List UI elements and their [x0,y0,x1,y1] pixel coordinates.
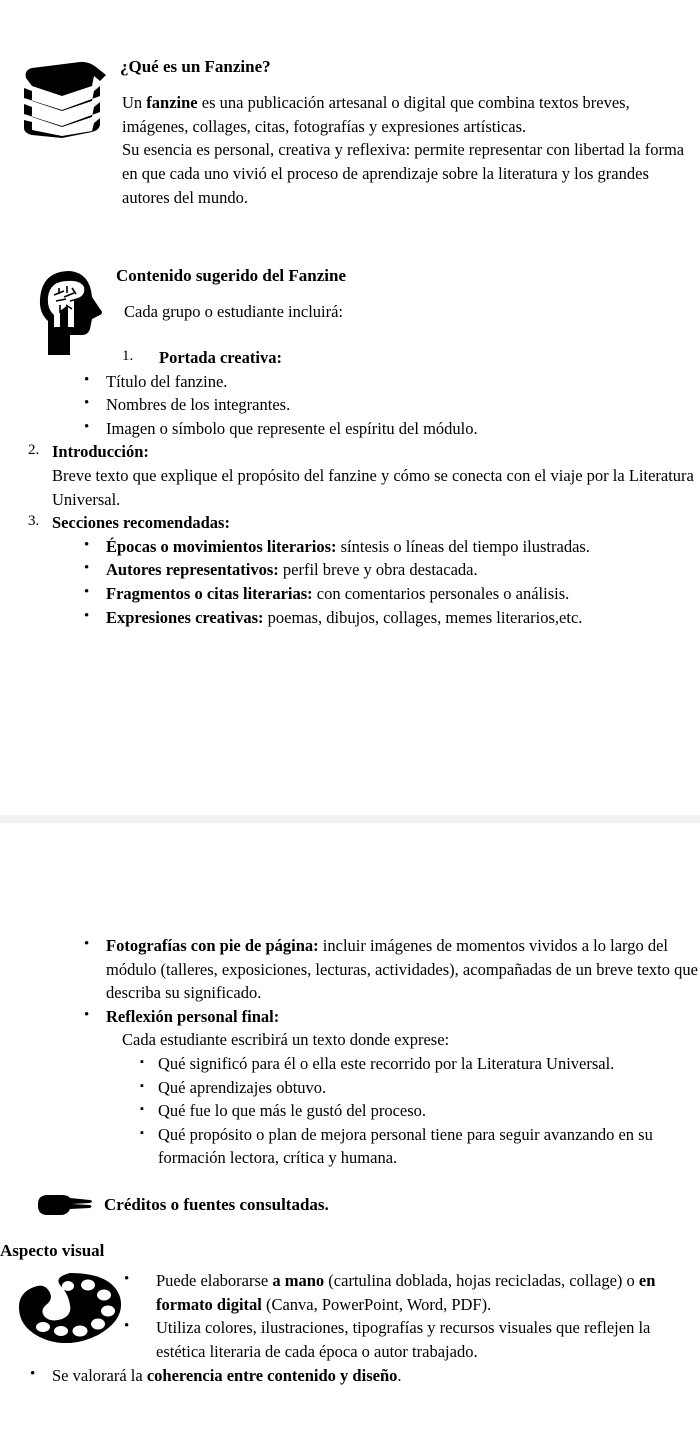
list-item-text: poemas, dibujos, collages, memes literarios,etc. [263,607,583,627]
pointing-hand-icon [36,1192,94,1218]
list-item-introduccion [0,440,700,511]
bullet-marker: • [84,584,90,600]
text-fragment: Su esencia es personal, creativa y reflexiva: permite representar con libertad la forma en que cada uno vivió el proceso de aprendizaje sobre la literatura y los grandes autores del mundo. [122,140,685,207]
list-item-text: Qué fue lo que más le gustó del proceso. [158,1101,427,1121]
list-item [0,370,700,394]
creditos-label: Créditos o fuentes consultadas. [104,1194,329,1214]
list-number: 1. [122,348,134,365]
brain-head-icon [34,269,106,357]
list-item [0,606,700,630]
section-que-es-un-fanzine [0,56,700,209]
square-bullet-marker: ▪ [140,1079,144,1092]
paragraph-reflexion-intro: Cada estudiante escribirá un texto donde exprese: [122,1030,450,1050]
page-title-que-es-un-fanzine: ¿Qué es un Fanzine? [120,57,271,76]
list-item-text: Qué significó para él o ella este recorrido por la Literatura Universal. [158,1053,615,1073]
paragraph-fanzine-essence-start [122,138,700,209]
page2-top-spacer [0,824,700,934]
list-item-label: Épocas o movimientos literarios: [106,536,337,556]
bullet-marker: • [30,1365,36,1382]
bullet-marker: • [84,560,90,577]
list-item [0,1269,700,1316]
text-fragment: . [397,1365,402,1385]
bullet-list-aspecto [0,1269,700,1363]
bullet-marker: • [84,536,90,553]
list-item [0,417,700,441]
list-item [0,558,700,582]
list-item-text: perfil breve y obra destacada. [278,560,478,580]
paragraph-contenido-intro: Cada grupo o estudiante incluirá: [124,302,344,322]
list-item [0,1076,700,1100]
list-item-label: Fotografías con pie de página: [106,936,319,955]
list-item-title: Introducción: [52,442,149,462]
list-item-secciones-recomendadas [0,511,700,535]
paragraph-fanzine-definition [122,91,700,138]
square-list-reflexion [0,1052,700,1170]
page-title-contenido-sugerido: Contenido sugerido del Fanzine [116,266,346,286]
bullet-marker: • [84,936,90,952]
heading-gap-3 [0,1261,700,1269]
square-bullet-marker: ▪ [140,1103,144,1116]
text-fragment: (cartulina doblada, hojas recicladas, collage) o [324,1271,639,1291]
gap-after-creditos [0,1218,700,1240]
list-number: 2. [28,442,40,459]
bullet-marker: • [124,1318,130,1335]
square-bullet-marker: ▪ [140,1055,144,1068]
text-fragment: Se valorará la [52,1365,147,1385]
text-emphasis-a-mano: a mano [272,1271,325,1291]
list-item [0,393,700,417]
list-item-text: síntesis o líneas del tiempo ilustradas. [336,536,590,556]
list-item [0,1052,700,1076]
list-item [0,1099,700,1123]
list-item-label: Expresiones creativas: [106,607,264,627]
list-item-text: con comentarios personales o análisis. [312,584,570,603]
list-item-label: Reflexión personal final: [106,1006,280,1026]
bullet-marker: • [124,1271,130,1288]
list-number: 3. [28,513,40,530]
list-item [0,934,700,1005]
text-emphasis-formato-digital: en formato digital [156,1271,656,1314]
list-item [0,1364,700,1388]
list-item-text: incluir imágenes de momentos vividos a lo largo del módulo (talleres, exposiciones, lecturas, actividades), acompañadas de un breve texto que describa su significado. [106,936,698,1003]
bullet-marker: • [84,1006,90,1023]
page-break-divider [0,815,700,824]
bullet-list-coherencia [0,1364,700,1388]
gap-before-creditos [0,1170,700,1192]
list-item [0,535,700,559]
page-title-aspecto-visual: Aspecto visual [0,1240,105,1260]
document-page-2 [0,824,700,1445]
bullet-marker: • [84,395,90,412]
list-item [0,1123,700,1170]
bullet-list-portada [0,370,700,441]
section-creditos [36,1192,700,1218]
list-item-title: Portada creativa: [159,348,282,368]
bullet-marker: • [84,418,90,435]
list-item-text: Nombres de los integrantes. [106,395,291,415]
text-fragment: (Canva, PowerPoint, Word, PDF). [261,1294,492,1314]
section-contenido-sugerido [0,265,700,629]
text-emphasis-coherencia: coherencia entre contenido y diseño [146,1365,398,1385]
list-item-text: Título del fanzine. [106,371,228,391]
square-bullet-marker: ▪ [140,1126,144,1139]
section-gap-1b [0,243,700,265]
list-item-text: Imagen o símbolo que represente el espíritu del módulo. [106,418,478,438]
section-gap-1 [0,209,700,243]
text-fragment: es una publicación artesanal o digital que combina textos breves, imágenes, collages, citas, fotografías y expresiones artísticas. [122,93,630,136]
bullet-list-secciones [0,535,700,629]
list-item-portada-creativa [0,346,700,370]
list-item-text: Utiliza colores, ilustraciones, tipografías y recursos visuales que reflejen la estética literaria de cada época o autor trabajado. [156,1318,651,1361]
text-emphasis-fanzine: fanzine [146,93,198,113]
text-fragment: Puede elaborarse [156,1271,273,1291]
bullet-marker: • [84,371,90,388]
list-item-text: Qué propósito o plan de mejora personal tiene para seguir avanzando en su formación lectora, crítica y humana. [158,1124,653,1168]
top-spacer [0,0,700,56]
list-item-label: Autores representativos: [106,560,279,580]
list-item-text: Qué aprendizajes obtuvo. [158,1077,327,1097]
bullet-list-fotografias [0,934,700,1028]
list-item [0,582,700,606]
list-item-title: Secciones recomendadas: [52,513,230,533]
list-item-body: Breve texto que explique el propósito del fanzine y cómo se conecta con el viaje por la Literatura Universal. [52,466,694,509]
books-stack-icon [16,60,112,138]
text-fragment: Un [122,93,147,113]
section-aspecto-visual [0,1240,700,1387]
bullet-marker: • [84,607,90,624]
list-item-label: Fragmentos o citas literarias: [106,584,313,603]
list-item-reflexion [0,1005,700,1029]
list-item [0,1316,700,1363]
